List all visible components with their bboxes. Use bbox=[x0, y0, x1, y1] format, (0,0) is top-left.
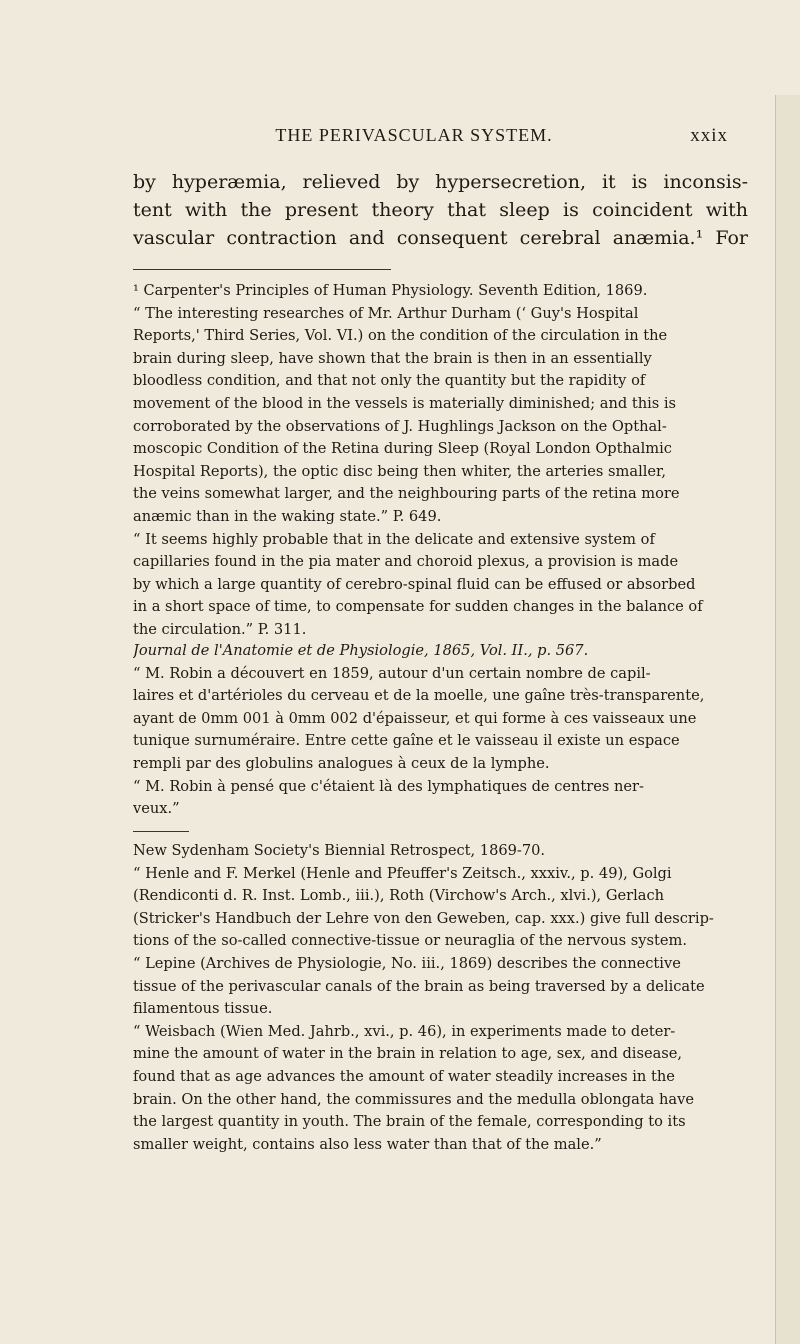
footnote-line: “ Weisbach (Wien Med. Jahrb., xvi., p. 46), in experiments made to deter- bbox=[133, 1022, 676, 1040]
footnote-line: “ M. Robin a découvert en 1859, autour d'un certain nombre de capil- bbox=[133, 664, 651, 682]
footnote-line: tunique surnuméraire. Entre cette gaîne et le vaisseau il existe un espace bbox=[133, 732, 680, 750]
footnote-line: New Sydenham Society's Biennial Retrospect, 1869-70. bbox=[133, 842, 546, 859]
footnote-line: rempli par des globulins analogues à ceux de la lymphe. bbox=[133, 754, 550, 772]
footnote-line: the veins somewhat larger, and the neighbouring parts of the retina more bbox=[133, 485, 680, 503]
footnote-line: ayant de 0mm 001 à 0mm 002 d'épaisseur, et qui forme à ces vaisseaux une bbox=[133, 709, 697, 727]
footnote-line: brain. On the other hand, the commissures and the medulla oblongata have bbox=[133, 1090, 695, 1108]
footnote-line: “ M. Robin à pensé que c'étaient là des lymphatiques de centres ner- bbox=[133, 777, 644, 795]
adjacent-page-edge bbox=[775, 95, 800, 1344]
footnote-line: “ The interesting researches of Mr. Arthur Durham (‘ Guy's Hospital bbox=[133, 304, 639, 322]
footnote-line: brain during sleep, have shown that the brain is then in an essentially bbox=[133, 349, 652, 367]
footnote-line: capillaries found in the pia mater and choroid plexus, a provision is made bbox=[133, 553, 679, 571]
footnote-line: veux.” bbox=[133, 800, 180, 818]
footnote-line: in a short space of time, to compensate for sudden changes in the balance of bbox=[133, 598, 703, 616]
footnote-line: (Stricker's Handbuch der Lehre von den Geweben, cap. xxx.) give full descrip- bbox=[133, 909, 714, 927]
footnote-line: (Rendiconti d. R. Inst. Lomb., iii.), Roth (Virchow's Arch., xlvi.), Gerlach bbox=[133, 887, 665, 905]
footnote-line: filamentous tissue. bbox=[133, 1000, 273, 1018]
body-text bbox=[133, 168, 748, 252]
footnote-line: “ It seems highly probable that in the delicate and extensive system of bbox=[133, 530, 655, 548]
body-line: by hyperæmia, relieved by hypersecretion, it is inconsis- bbox=[133, 171, 748, 193]
footnote-line: the largest quantity in youth. The brain of the female, corresponding to its bbox=[133, 1113, 686, 1131]
footnote-rule bbox=[133, 269, 391, 270]
footnote-line: moscopic Condition of the Retina during Sleep (Royal London Opthalmic bbox=[133, 440, 672, 458]
footnote-line: corroborated by the observations of J. Hughlings Jackson on the Opthal- bbox=[133, 417, 667, 435]
footnote-line: Journal de l'Anatomie et de Physiologie, 1865, Vol. II., p. 567. bbox=[133, 642, 589, 659]
footnote-line: mine the amount of water in the brain in relation to age, sex, and disease, bbox=[133, 1045, 683, 1063]
page-number: xxix bbox=[690, 125, 728, 146]
footnote-line: Reports,' Third Series, Vol. VI.) on the condition of the circulation in the bbox=[133, 327, 668, 345]
footnote-line: movement of the blood in the vessels is materially diminished; and this is bbox=[133, 394, 677, 412]
footnote-carpenter bbox=[133, 280, 748, 642]
footnote-line: anæmic than in the waking state.” P. 649. bbox=[133, 507, 442, 525]
footnote-line: found that as age advances the amount of water steadily increases in the bbox=[133, 1067, 675, 1085]
footnote-line: “ Henle and F. Merkel (Henle and Pfeuffer's Zeitsch., xxxiv., p. 49), Golgi bbox=[133, 864, 672, 882]
footnote-line: laires et d'artérioles du cerveau et de la moelle, une gaîne très-transparente, bbox=[133, 687, 705, 705]
body-line: vascular contraction and consequent cerebral anæmia.¹ For bbox=[133, 227, 748, 249]
running-title: THE PERIVASCULAR SYSTEM. bbox=[275, 125, 553, 145]
footnote-line: the circulation.” P. 311. bbox=[133, 620, 307, 638]
running-header bbox=[100, 125, 728, 153]
footnote-line: Hospital Reports), the optic disc being then whiter, the arteries smaller, bbox=[133, 462, 667, 480]
section-separator bbox=[133, 831, 189, 832]
footnote-sydenham bbox=[133, 840, 748, 1156]
body-line: tent with the present theory that sleep is coincident with bbox=[133, 199, 748, 221]
footnote-line: tissue of the perivascular canals of the brain as being traversed by a delicate bbox=[133, 977, 705, 995]
footnote-line: by which a large quantity of cerebro-spinal fluid can be effused or absorbed bbox=[133, 575, 696, 593]
footnote-line: ¹ Carpenter's Principles of Human Physiology. Seventh Edition, 1869. bbox=[133, 282, 648, 299]
footnote-line: tions of the so-called connective-tissue or neuraglia of the nervous system. bbox=[133, 932, 688, 950]
footnote-journal bbox=[133, 640, 748, 821]
footnote-line: “ Lepine (Archives de Physiologie, No. iii., 1869) describes the connective bbox=[133, 954, 681, 972]
footnote-line: bloodless condition, and that not only the quantity but the rapidity of bbox=[133, 372, 646, 390]
footnote-line: smaller weight, contains also less water than that of the male.” bbox=[133, 1135, 602, 1153]
